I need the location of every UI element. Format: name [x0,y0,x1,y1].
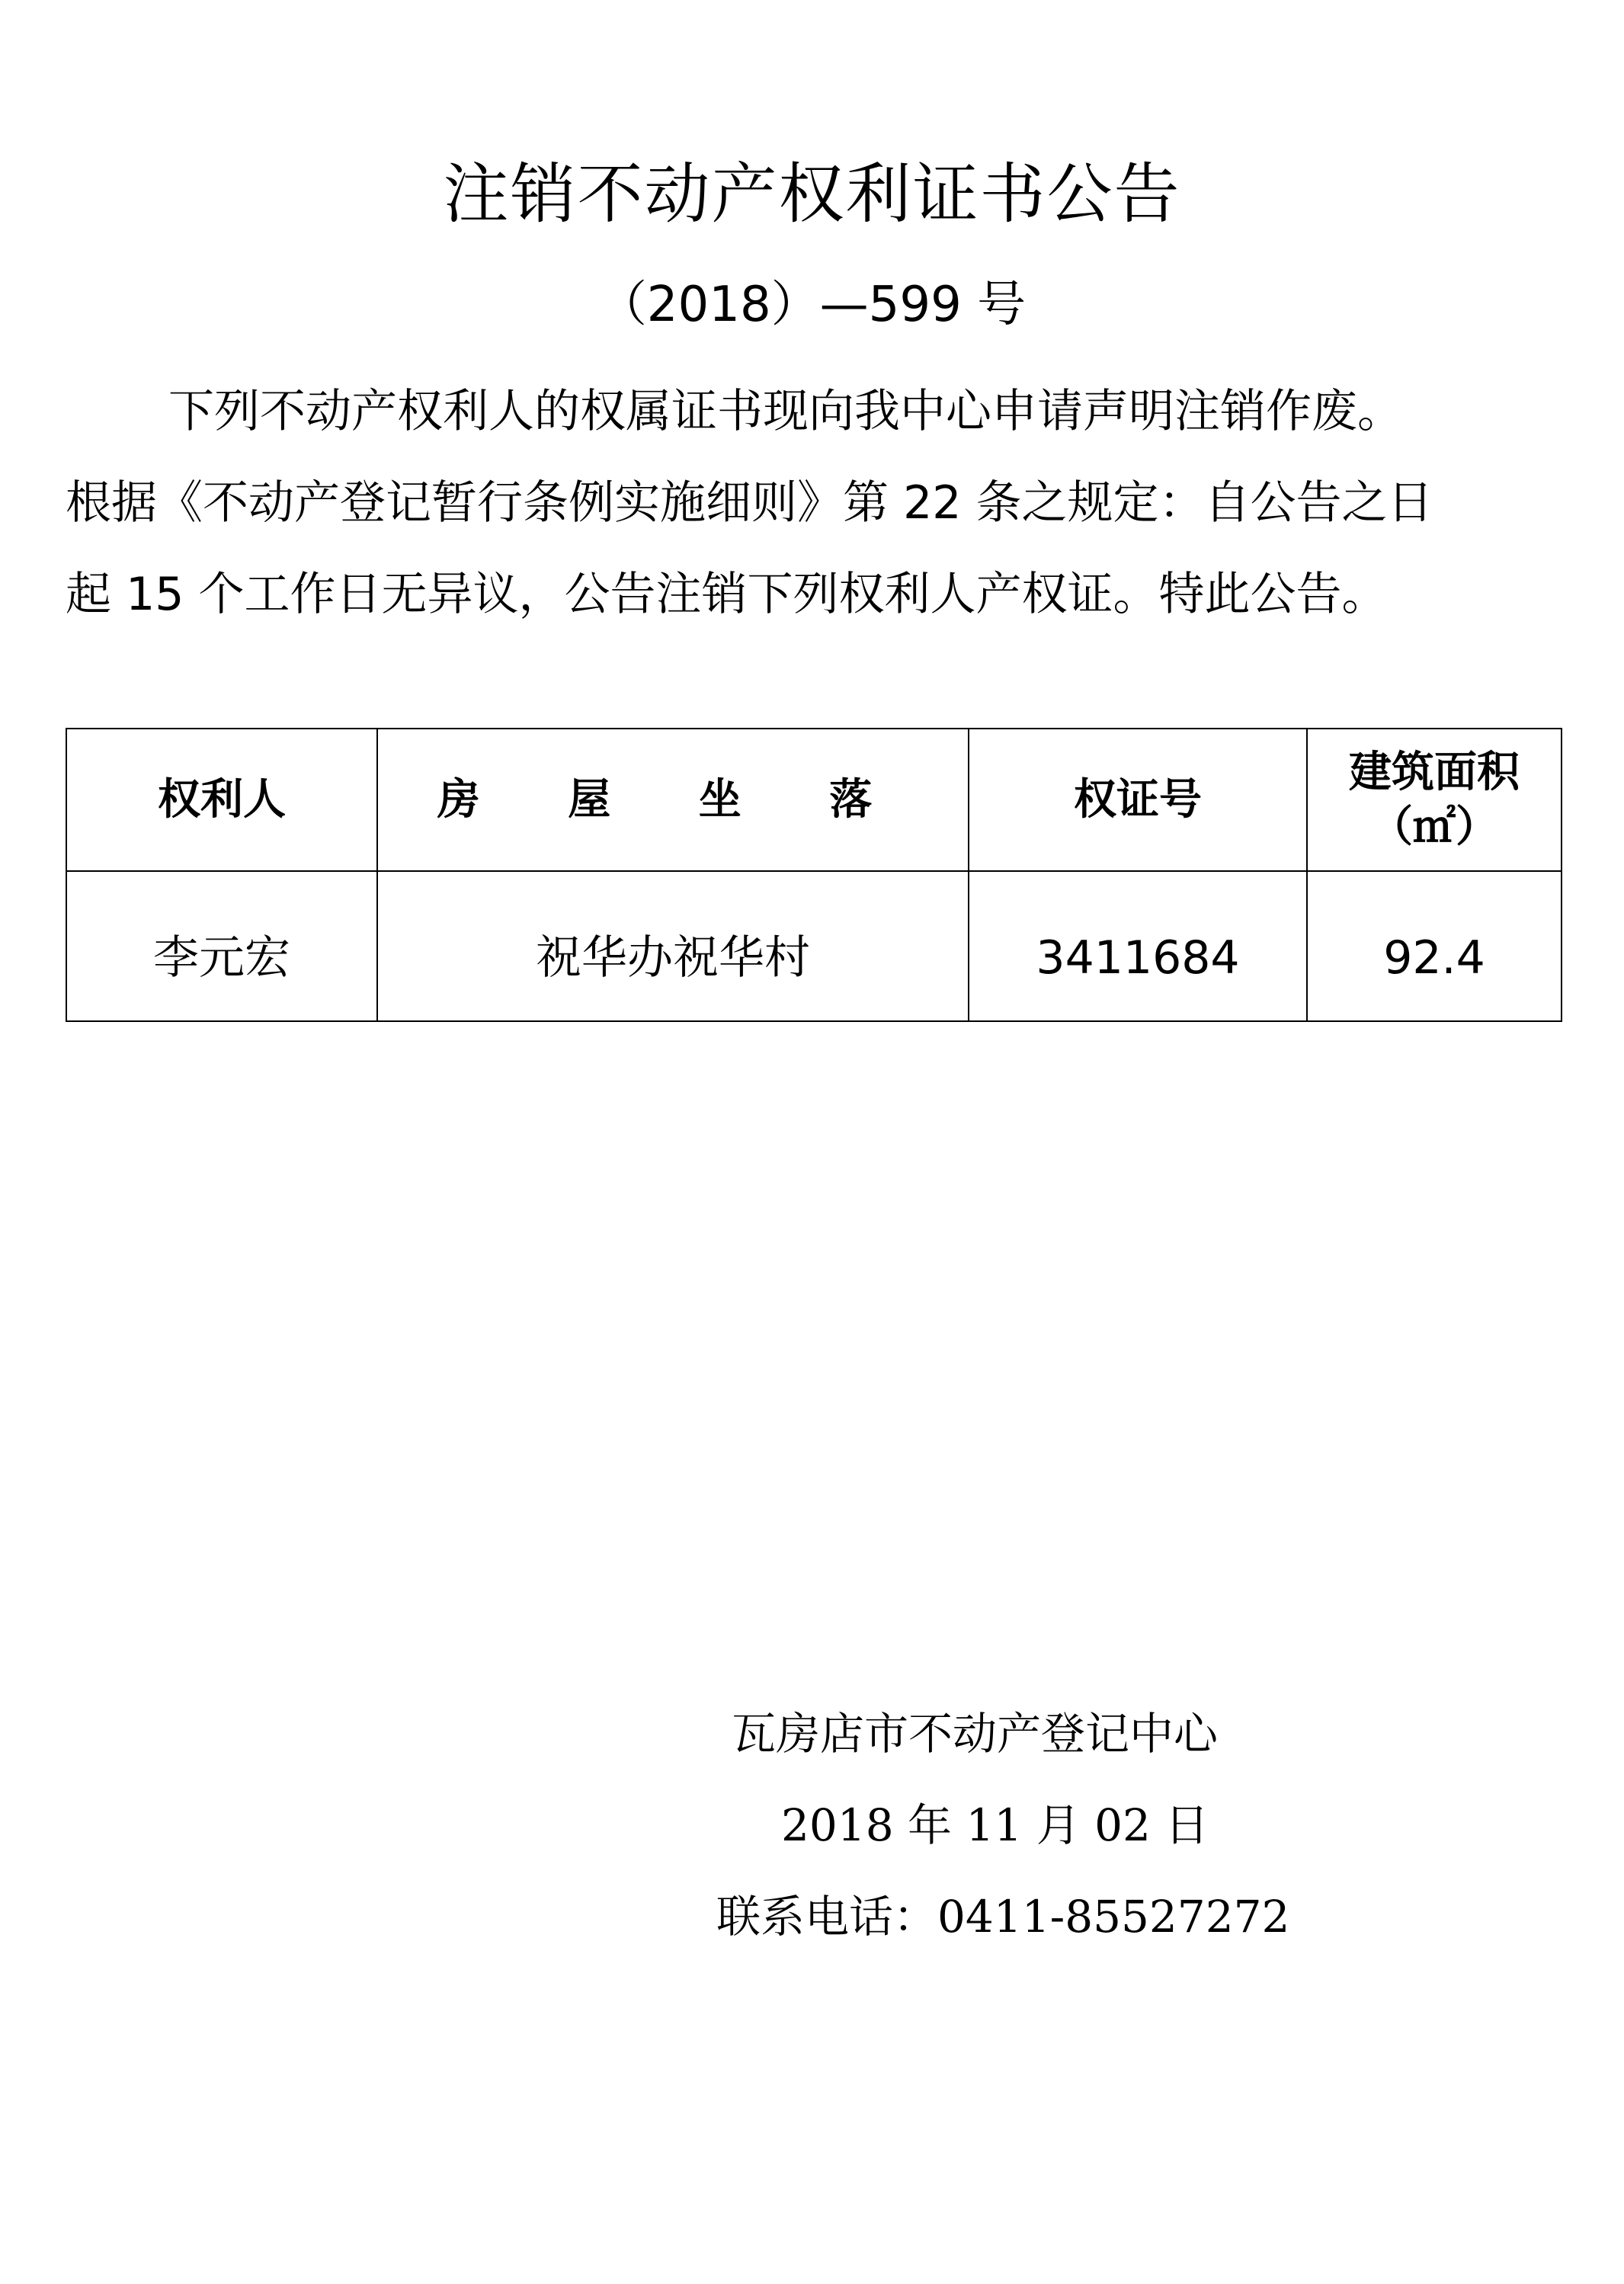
cell-owner: 李元宏 [66,871,377,1021]
issuing-organization: 瓦房店市不动产登记中心 [732,1708,1219,1760]
body-line-3: 起 15 个工作日无异议，公告注销下列权利人产权证。特此公告。 [66,568,1388,621]
contact-phone: 联系电话：0411-85527272 [716,1891,1290,1943]
cell-area: 92.4 [1307,871,1562,1021]
header-cert-no: 权证号 [969,729,1307,871]
header-area [1307,729,1562,871]
cell-cert-no: 3411684 [969,871,1307,1021]
body-line-2: 根据《不动产登记暂行条例实施细则》第 22 条之规定：自公告之日 [66,476,1433,530]
cell-location: 祝华办祝华村 [377,871,969,1021]
notice-title: 注销不动产权利证书公告 [443,156,1181,232]
body-line-1: 下列不动产权利人的权属证书现向我中心申请声明注销作废。 [168,385,1403,438]
notice-footer [709,1688,1395,1962]
certificate-table [66,728,1562,1022]
header-owner: 权利人 [66,729,377,871]
document-number: （2018）—599 号 [597,277,1027,333]
table-header-row [66,729,1562,871]
header-area-unit: （㎡） [1370,802,1498,852]
issue-date: 2018 年 11 月 02 日 [781,1799,1209,1851]
notice-body [66,366,1582,640]
header-area-label: 建筑面积 [1349,747,1520,797]
table-row [66,871,1562,1021]
header-location: 房 屋 坐 落 [377,729,969,871]
